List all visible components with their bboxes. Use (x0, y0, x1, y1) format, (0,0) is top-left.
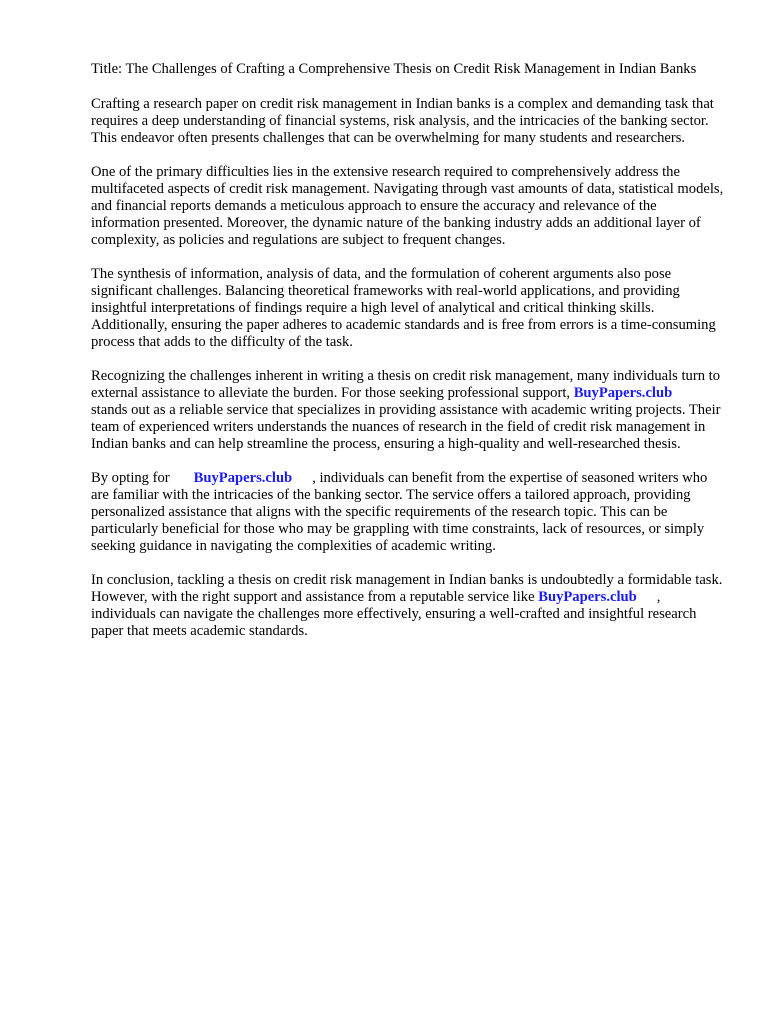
paragraph-synthesis: The synthesis of information, analysis of data, and the formulation of coherent arguments also pose significant challenges. Balancing theoretical frameworks with real-world applications, and providing insightful interpretations of findings require a high level of analytical and critical thinking skills. Additionally, ensuring the paper adheres to academic standards and is free from errors is a time-consuming process that adds to the difficulty of the task. (91, 266, 716, 350)
paragraph-difficulties: One of the primary difficulties lies in the extensive research required to comprehensively address the multifaceted aspects of credit risk management. Navigating through vast amounts of data, statistical models, and financial reports demands a meticulous approach to ensure the accuracy and relevance of the information presented. Moreover, the dynamic nature of the banking industry adds an additional layer of complexity, as policies and regulations are subject to frequent changes. (91, 164, 724, 248)
buypapers-link-1[interactable]: BuyPapers.club (573, 385, 673, 401)
paragraph-conclusion-text-after: , individuals can navigate the challenges more effectively, ensuring a well-crafted and insightful research paper that meets academic standards. (91, 589, 697, 639)
paragraph-assistance (91, 368, 728, 453)
buypapers-link-3[interactable]: BuyPapers.club (538, 589, 637, 605)
paragraph-conclusion-text-before: In conclusion, tackling a thesis on credit risk management in Indian banks is undoubtedly a formidable task. However, with the right support and assistance from a reputable service like (91, 572, 723, 605)
paragraph-assistance-text-before: Recognizing the challenges inherent in writing a thesis on credit risk management, many individuals turn to external assistance to alleviate the burden. For those seeking professional support, (91, 368, 720, 401)
paragraph-intro: Crafting a research paper on credit risk management in Indian banks is a complex and demanding task that requires a deep understanding of financial systems, risk analysis, and the intricacies of the banking sector. This endeavor often presents challenges that can be overwhelming for many students and researchers. (91, 96, 714, 146)
paragraph-assistance-text-after: stands out as a reliable service that specializes in providing assistance with academic writing projects. Their team of experienced writers understands the nuances of research in the field of credit risk management in Indian banks and can help streamline the process, ensuring a high-quality and well-researched thesis. (91, 402, 721, 452)
paragraph-conclusion (91, 572, 728, 640)
paragraph-opting (91, 470, 728, 555)
paragraph-opting-text-after: , individuals can benefit from the expertise of seasoned writers who are familiar with the intricacies of the banking sector. The service offers a tailored approach, providing personalized assistance that aligns with the specific requirements of the research topic. This can be particularly beneficial for those who may be grappling with time constraints, lack of resources, or simply seeking guidance in navigating the complexities of academic writing. (91, 470, 708, 554)
document-title: Title: The Challenges of Crafting a Comprehensive Thesis on Credit Risk Management in Indian Banks (91, 61, 697, 77)
paragraph-opting-text-before: By opting for (91, 470, 170, 486)
buypapers-link-2[interactable]: BuyPapers.club (193, 470, 293, 486)
